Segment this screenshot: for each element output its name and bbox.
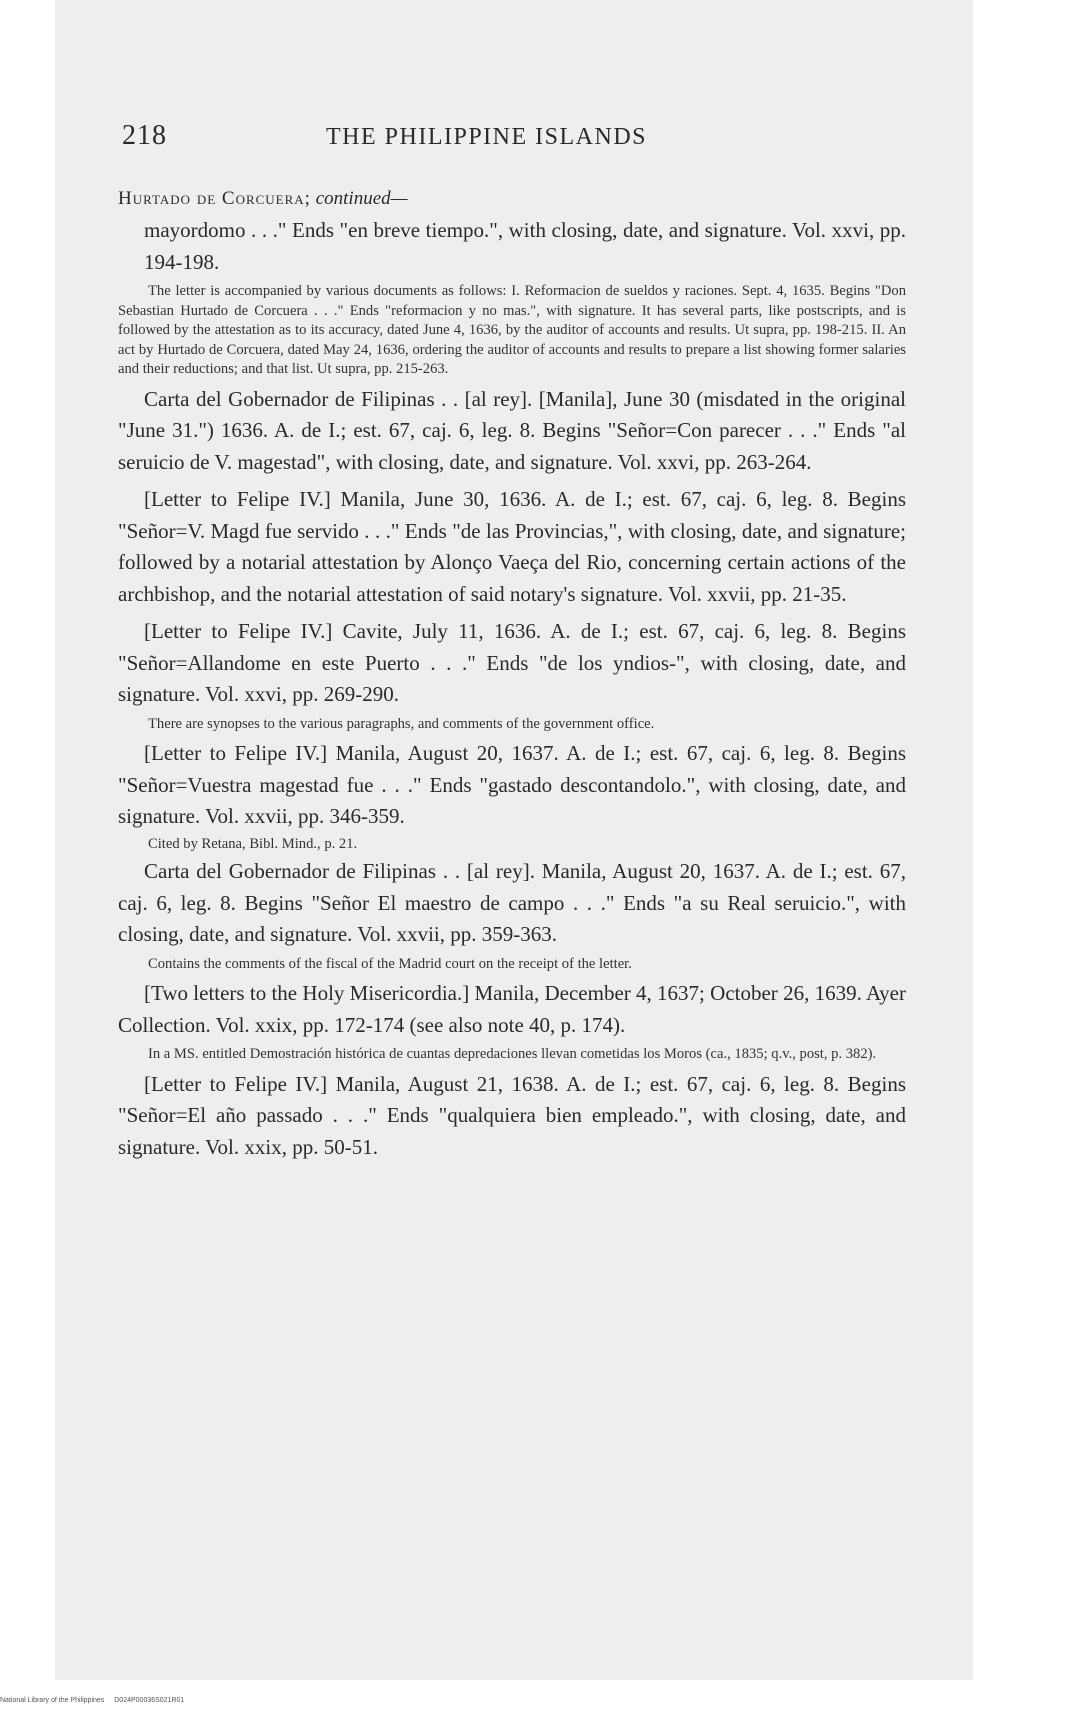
section-heading bbox=[118, 185, 906, 213]
entry-note: In a MS. entitled Demostración histórica de cuantas depredaciones llevan cometidas los Moros (ca., 1835; q.v., post, p. 382). bbox=[148, 1046, 877, 1062]
entry-note: Contains the comments of the fiscal of the Madrid court on the receipt of the letter. bbox=[148, 955, 632, 972]
running-title: THE PHILIPPINE ISLANDS bbox=[326, 124, 647, 150]
section-continued: continued— bbox=[315, 188, 408, 209]
page-content bbox=[118, 185, 906, 1163]
entry-continued: mayordomo . . ." Ends "en breve tiempo.", with closing, date, and signature. Vol. xxvi, pp. 194-198. bbox=[144, 218, 906, 274]
entry-note: There are synopses to the various paragraphs, and comments of the government office. bbox=[148, 715, 655, 732]
scan-identifier: D024P00036S021R01 bbox=[114, 1697, 185, 1704]
section-author: Hurtado de Corcuera; bbox=[118, 188, 311, 209]
entry-note: Cited by Retana, Bibl. Mind., p. 21. bbox=[148, 835, 358, 852]
library-name: National Library of the Philippines bbox=[0, 1697, 105, 1704]
entry: Carta del Gobernador de Filipinas . . [al rey]. [Manila], June 30 (misdated in the original "June 31.") 1636. A. de I.; est. 67, caj. 6, leg. 8. Begins "Señor=Con parecer . . ." Ends "al seruicio de V. magestad", with closing, date, and signature. Vol. xxvi, pp. 263-264. bbox=[118, 386, 906, 474]
entry: [Two letters to the Holy Misericordia.] Manila, December 4, 1637; October 26, 1639. Ayer Collection. Vol. xxix, pp. 172-174 (see also note 40, p. 174). bbox=[118, 981, 906, 1037]
left-margin bbox=[0, 0, 55, 1680]
entry: Carta del Gobernador de Filipinas . . [al rey]. Manila, August 20, 1637. A. de I.; est. 67, caj. 6, leg. 8. Begins "Señor El maestro de campo . . ." Ends "a su Real seruicio.", with closing, date, and signature. Vol. xxvii, pp. 359-363. bbox=[118, 859, 906, 946]
scan-footer bbox=[0, 1697, 192, 1704]
entry: [Letter to Felipe IV.] Cavite, July 11, 1636. A. de I.; est. 67, caj. 6, leg. 8. Begins "Señor=Allandome en este Puerto . . ." Ends "de los yndios-", with closing, date, and signature. Vol. xxvi, pp. 269-290. bbox=[118, 619, 906, 706]
entry: [Letter to Felipe IV.] Manila, August 20, 1637. A. de I.; est. 67, caj. 6, leg. 8. Begins "Señor=Vuestra magestad fue . . ." Ends "gastado descontandolo.", with closing, date, and signature. Vol. xxvii, pp. 346-359. bbox=[118, 741, 906, 828]
entry: [Letter to Felipe IV.] Manila, August 21, 1638. A. de I.; est. 67, caj. 6, leg. 8. Begins "Señor=El año passado . . ." Ends "qualquiera bien empleado.", with closing, date, and signature. Vol. xxix, pp. 50-51. bbox=[118, 1071, 906, 1159]
page-number: 218 bbox=[122, 120, 167, 151]
entry-note: The letter is accompanied by various documents as follows: I. Reformacion de sueldos y raciones. Sept. 4, 1635. Begins "Don Sebastian Hurtado de Corcuera . . ." Ends "reformacion y no mas.", with signature. It has several parts, like postscripts, and is followed by the attestation as to its accuracy, dated June 4, 1636, by the auditor of accounts and results. Ut supra, pp. 198-215. II. An act by Hurtado de Corcuera, dated May 24, 1636, ordering the auditor of accounts and results to prepare a list showing former salaries and their reductions; and that list. Ut supra, pp. 215-263. bbox=[118, 283, 906, 377]
running-header bbox=[122, 120, 912, 160]
entry: [Letter to Felipe IV.] Manila, June 30, 1636. A. de I.; est. 67, caj. 6, leg. 8. Begins "Señor=V. Magd fue servido . . ." Ends "de las Provincias,", with closing, date, and signature; followed by a notarial attestation by Alonço Vaeça del Rio, concerning certain actions of the archbishop, and the notarial attestation of said notary's signature. Vol. xxvii, pp. 21-35. bbox=[118, 487, 906, 606]
